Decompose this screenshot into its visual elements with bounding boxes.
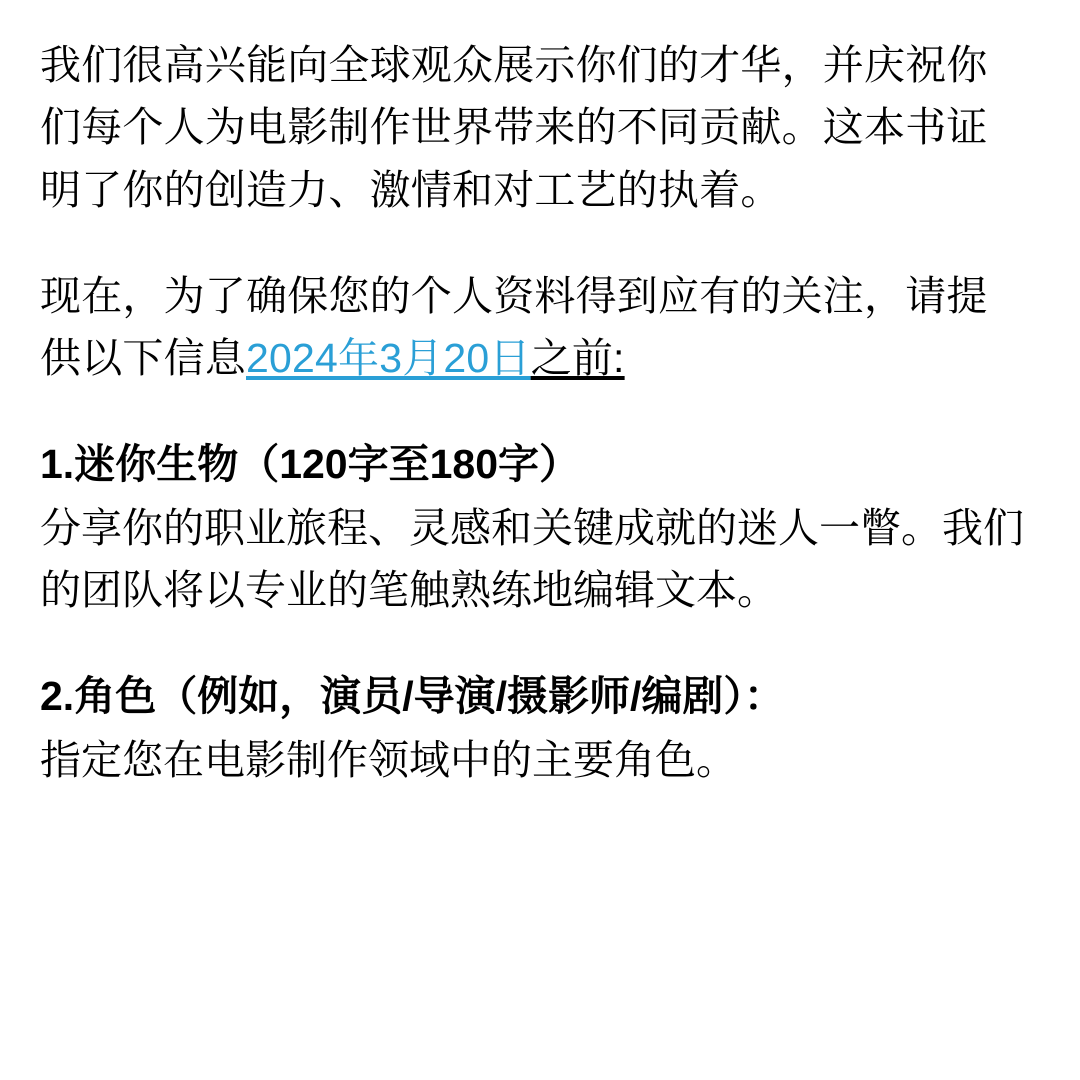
deadline-paragraph [40, 265, 1028, 390]
item-number: 1. [40, 440, 75, 487]
item-body: 指定您在电影制作领域中的主要角色。 [40, 737, 737, 784]
intro-paragraph: 我们很高兴能向全球观众展示你们的才华，并庆祝你们每个人为电影制作世界带来的不同贡献。这本书证明了你的创造力、激情和对工艺的执着。 [40, 42, 988, 213]
deadline-tail-text: 之前: [530, 335, 625, 382]
item-number: 2. [40, 672, 75, 719]
item-title: 角色 [74, 672, 157, 719]
list-item [40, 434, 1028, 622]
deadline-lead-text: 现在，为了确保您的个人资料得到应有的关注，请提供以下信息 [40, 272, 988, 382]
list-item [40, 666, 1028, 792]
item-heading [40, 666, 1028, 728]
item-title: 迷你生物 [74, 440, 239, 487]
deadline-date-link[interactable]: 2024年3月20日 [246, 335, 531, 382]
item-body: 分享你的职业旅程、灵感和关键成就的迷人一瞥。我们的团队将以专业的笔触熟练地编辑文本。 [40, 505, 1024, 614]
item-heading [40, 434, 1028, 496]
item-spec: （120字至180字） [238, 440, 581, 487]
item-spec: （例如，演员/导演/摄影师/编剧）： [156, 672, 785, 719]
